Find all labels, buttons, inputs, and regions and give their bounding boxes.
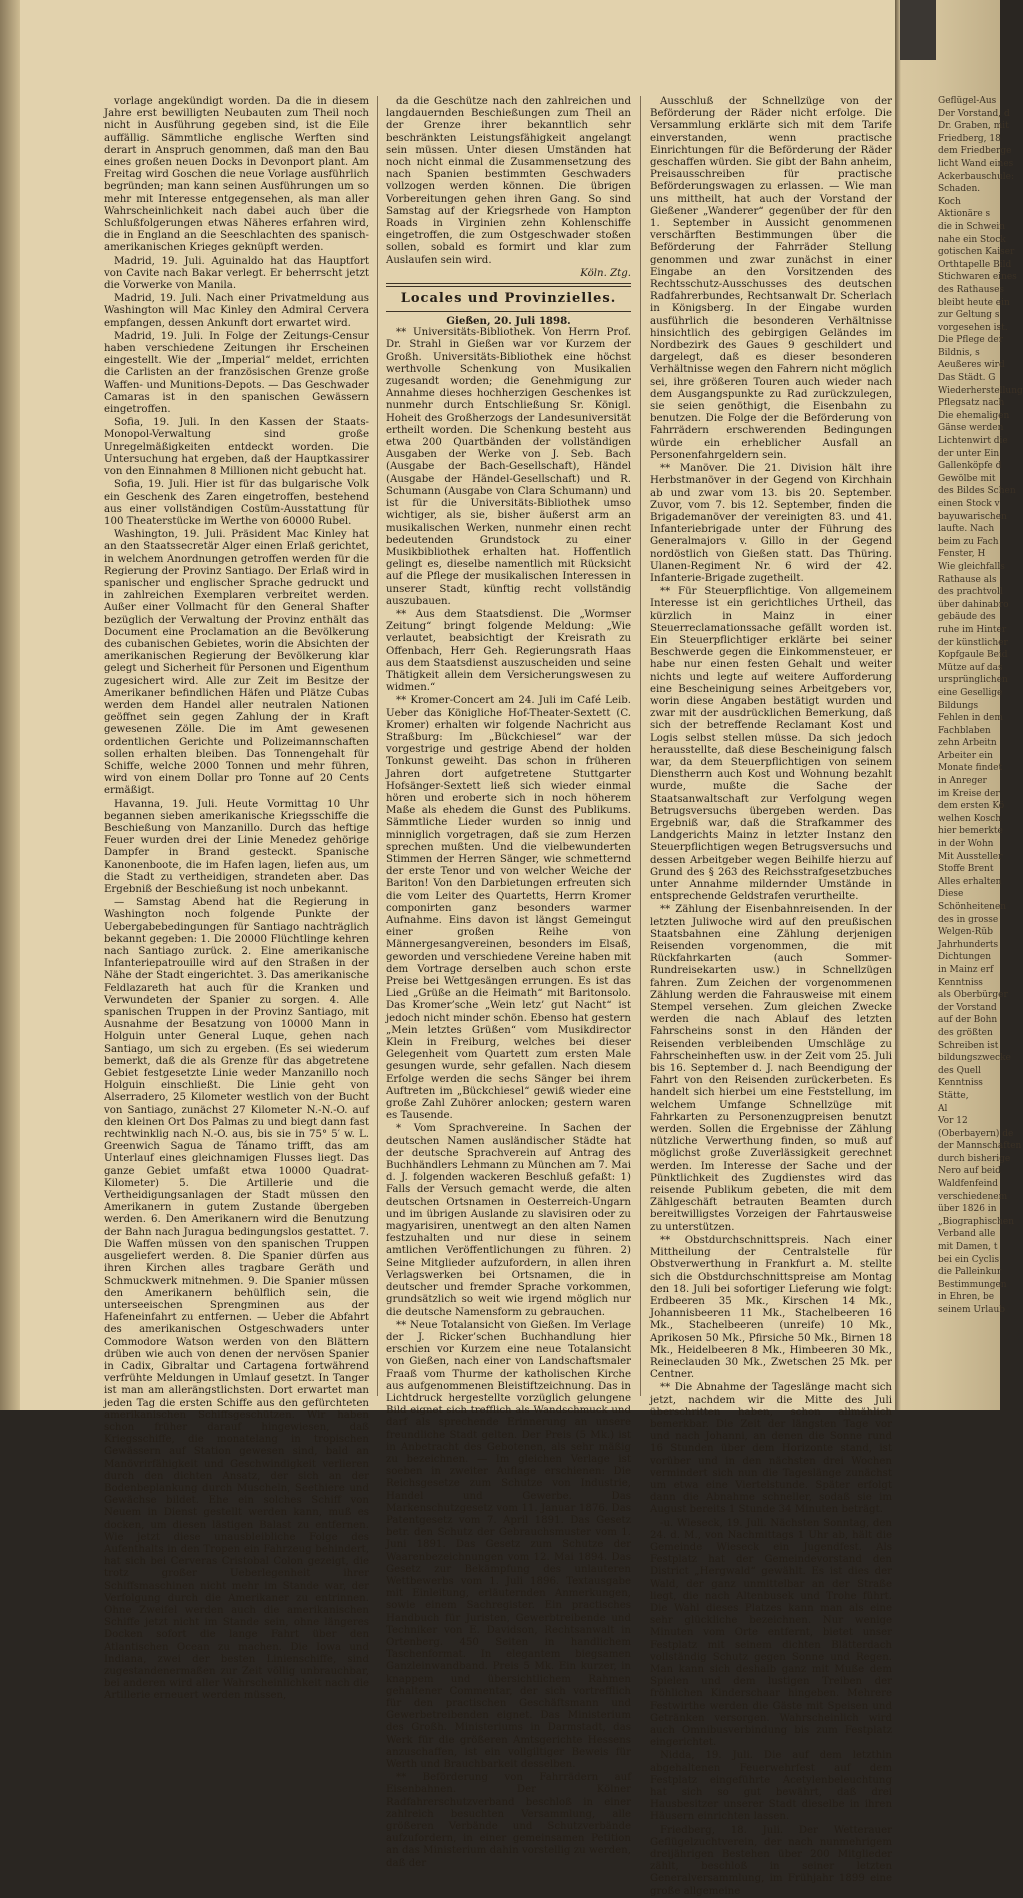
adjacent-page-line: auf der Bohn [938,1015,998,1026]
adjacent-page-line: Das Städt. G [938,373,996,384]
adjacent-page-line: Pflegsatz nach [938,398,1005,409]
adjacent-page-line: des Quell [938,1065,981,1076]
adjacent-page-line: „Biographischen [938,1216,1015,1227]
adjacent-page-line: Al [938,1103,948,1114]
article-paragraph: — Samstag Abend hat die Regierung in Washington noch folgende Punkte der Uebergabebedingungen für Santiago nachträglich bekannt gegeben: 1. Die 20000 Flüchtlinge kehren nach Santiago zurück. 2. Eine amerikanische Infanteriepatrouille wird auf den Straßen in der Nähe der Stadt eingerichtet. 3. Das amerikanische Feldlazareth hat auch für die Kranken und Verwundeten der Spanier zu sorgen. 4. Alle spanischen Truppen in der Provinz Santiago, mit Ausnahme der Besatzung von 10000 Mann in Holguin unter General Luque, gehen nach Santiago, um sich zu ergeben. (Es sei wiederum bemerkt, daß die als Grenze für das abgetretene Gebiet festgesetzte Linie weder Manzanillo noch Holguin einschließt. Die Linie geht von Alserradero, 25 Kilometer westlich von der Bucht von Santiago, zunächst 27 Kilometer N.-N.-O. auf den kleinen Ort Dos Palmas zu und biegt dann fast rechtwinklig nach N.-O. aus, bis sie in 75° 5′ w. L. Greenwich Sagua de Tánamo trifft, das am Unterlauf eines gleichnamigen Flusses liegt. Das ganze Gebiet umfaßt etwa 10000 Quadrat-Kilometer) 5. Die Artillerie und die Vertheidigungsanlagen der Stadt müssen den Amerikanern in gutem Zustande übergeben werden. 6. Den Amerikanern wird die Benutzung der Bahn nach Juragua bedingungslos gestattet. 7. Die Waffen müssen von den spanischen Truppen ausgeliefert werden. 8. Die Spanier dürfen aus ihren Kirchen alles tragbare Geräth und Schmuckwerk mitnehmen. 9. Die Spanier müssen den Amerikanern behülflich sein, die unterseeischen Sprengminen aus der Hafeneinfahrt zu entfernen. — Ueber die Abfahrt des amerikanischen Ostgeschwaders unter Commodore Watson werden von den Blättern drüben wie auch von denen der nervösen Spanier in Cadix, Gibraltar und Cartagena fortwährend verfrühte Meldungen in Umlauf gesetzt. In Tanger ist man am allerängstlichsten. Dort erwartet man jeden Tag die ersten Schiffe aus den gefürchteten amerikanischen Schiffsgeschützen. Wir haben schon früher darauf hingewiesen, daß Kriegsschiffe, die monatelang in tropischen Gewässern auf Station gewesen sind, bald an Manövrirfähigkeit und Geschwindigkeit verlieren durch den dichten Ansatz, der sich an der Bodenbeplankung durch Muscheln, Seethiere und Gewächse bildet. Ehe ein solches Schiff von Neuem in Dienst gestellt werden kann, muß es docken, um diesen lästigen Balast zu entfernen. Wie jetzt diese unausbleibliche Folge des Aufenthalts in den Tropen ein Fahrzeug behindert, hat sich bei Cerveras Cristobal Colon gezeigt, die trotz großer Ueberlegenheit ihrer Schiffsmaschinen nicht mehr im Stande war, der Verfolgung durch die Amerikaner zu entrinnen. Ohne Zweifel werden auch die amerikanischen Schiffe jetzt nicht im Stande sein, ohne längeres Docken sofort die lange Fahrt über den Atlantischen Ocean zu machen. Die Iowa und Indiana, zwei der besten Linienschiffe, sind zugestandenermaßen zur Zeit völlig unbrauchbar, bei anderen wird aller Wahrscheinlichkeit nach die Artillerie erneuert werden müssen, [104,897,369,1702]
adjacent-page-line: Monate findet [938,763,1003,774]
article-paragraph: ** Die Abnahme der Tageslänge macht sich jetzt, nachdem wir die Mitte des Juli überschritten haben, schon allmählich bemerkbar. Die Zeit der längsten Tage vor und nach Johanni, an denen die Sonne rund 16 Stunden über dem Horizonte stand, ist vorüber und in den nächsten drei Wochen vermindert sich nun die Tageslänge zunächst um etwa eine Viertelstunde. Später erfolgt dann die Abnahme schneller, sodaß sie im August bereits 1 Stunde 34 Minuten beträgt. [650,1382,892,1516]
adjacent-page-line: ruhe im Hinter [938,624,1007,635]
adjacent-page-line: die in Schwein [938,221,1006,232]
adjacent-page-line: welhen Kosch [938,813,1002,824]
adjacent-page-line: Bildnis, s [938,347,980,358]
article-paragraph: ** Universitäts-Bibliothek. Von Herrn Prof. Dr. Strahl in Gießen war vor Kurzem der Großh. Universitäts-Bibliothek eine höchst werthvolle Schenkung von Musikalien zugesandt worden; die Genehmigung zur Annahme dieses hochherzigen Geschenkes ist nunmehr durch Entschließung Sr. Königl. Hoheit des Großherzogs der Landesuniversität ertheilt worden. Die Schenkung besteht aus etwa 200 Quartbänden der vollständigen Ausgaben der Werke von J. Seb. Bach (Ausgabe der Bach-Gesellschaft), Händel (Ausgabe der Händel-Gesellschaft) und R. Schumann (Ausgabe von Clara Schumann) und ist für die Universitäts-Bibliothek umso wichtiger, als sie, bisher äußerst arm an musikalischen Werken, nunmehr einen recht bedeutenden Grundstock zu einer Musikbibliothek erhalten hat. Hoffentlich gelingt es, dieselbe namentlich mit Rücksicht auf die Pflege der musikalischen Interessen in unserer Stadt, künftig recht vollständig auszubauen. [386,327,631,607]
adjacent-page-line: Jahrhunderts [938,939,999,950]
adjacent-page-line: vorgesehen ist. [938,322,1008,333]
article-paragraph: Madrid, 19. Juli. Nach einer Privatmeldung aus Washington will Mac Kinley den Admiral Cervera empfangen, dessen Ankunft dort erwartet wird. [104,293,369,329]
adjacent-page-line: über 1826 in [938,1204,997,1215]
section-rule-top [386,283,631,287]
adjacent-page-line: in Mainz erf [938,964,994,975]
article-paragraph: ** Neue Totalansicht von Gießen. Im Verlage der J. Ricker’schen Buchhandlung hier erschien vor Kurzem eine neue Totalansicht von Gießen, nach einer von Landschaftsmaler Fraaß vom Thurme der katholischen Kirche aus aufgenommenen Bleistiftzeichnung. Das in Lichtdruck hergestellte vorzüglich gelungene Bild eignet sich trefflich als Wandschmuck und darf als sprechende Erinnerung an unsere freundliche Stadt gelten. Der Preis (5 Mk.) ist in Anbetracht des Gebotenen, als sehr mäßig zu bezeichnen. — Im gleichen Verlage ist soeben in zweiter Auflage erschienen: Die Reichsgesetze zum Schutze von Industrie, Handel und Gewerbe. Das Markenschutzgesetz vom 11. Januar 1876. Das Patentgesetz vom 7. April 1891. Das Gesetz betr. den Schutz der Gebrauchsmuster vom 1. Juni 1891. Das Gesetz zum Schutze der Waarenbezeichnungen vom 12. Mai 1894. Das Gesetz zur Bekämpfung des unlauteren Wettbewerbs vom 1. Juli 1896. Textausgabe mit Einleitung, erläuternden Anmerkungen, sowie einem Sachregister. Ein practisches Handbuch für Juristen, Gewerbtreibende und Techniker von E. Davidson, Rechtsanwalt in Ortenberg. 450 Seiten in handlichem Taschenformat. In elegantem biegsamen Ganzleinwandband. Preis 5 Mk. Ein kurzer, in knappem und übersichtlichem Rahmen gehaltener Commentar, der sich vortrefflich für den practischen Geschäftsmann und Gewerbetreibenden eignet. Das Ministerium des Großh. Ministeriums in Darmstadt, das Werk für die größeren Amtsgerichte Hessens anzuschaffen, ist ein vollgiltiger Beweis für Werth und Brauchbarkeit desselben. [386,1319,631,1771]
article-paragraph: Nidda, 19. Juli. Die auf dem letzthin abgehaltenen Feuerwehrfest auf dem Festplatz eingeführte Acetylenbeleuchtung hat sich so gut bewährt, daß drei Hausbesitzer unserer Stadt dieselbe in ihren Häusern einrichten lassen. [650,1750,892,1823]
adjacent-page-line: Kopfgaule Beid [938,650,1008,661]
adjacent-page-line: Geflügel-Aus [938,96,997,106]
adjacent-page-line: Der Vorstand, d [938,108,1010,119]
scan-shadow [900,0,936,60]
adjacent-page-line: die Palleinkur [938,1267,1002,1278]
adjacent-page-line: durch bisherige [938,1153,1011,1164]
adjacent-page-line: des in grosse [938,914,999,925]
adjacent-page-line: Aeußeres wird [938,360,1005,371]
adjacent-page-line: mit Damen, t [938,1242,998,1253]
adjacent-page-line: Die Pflege der [938,335,1004,346]
adjacent-page-line: zur Geltung s [938,310,1000,321]
adjacent-page-line: laufte. Nach [938,524,995,535]
adjacent-page-line: einen Stock v [938,499,1000,509]
adjacent-page-line: gotischen Kaiser [938,247,1015,258]
article-paragraph: Ausschluß der Schnellzüge von der Beförderung der Räder nicht erfolge. Die Versammlung erklärte sich mit dem Tarife einverstanden, wenn practische Einrichtungen für die Beförderung der Räder geschaffen würden. Sie gibt der Bahn anheim, Preisausschreiben für practische Beförderungswagen zu erlassen. — Wie man uns mittheilt, hat auch der Vorstand der Gießener „Wanderer“ gegenüber der für den 1. September in Aussicht genommenen verschärften Bestimmungen über die Beförderung der Fahrräder Stellung genommen und zwar zunächst in einer Eingabe an den Vorsitzenden des Rechtsschutz-Ausschusses des deutschen Radfahrerbundes, Rechtsanwalt Dr. Scherlach in Königsberg. In der Eingabe wurden ausführlich die besonderen Verhältnisse hinsichtlich des gebirgigen Geländes im Nordbezirk des Gaues 9 geschildert und dargelegt, daß es dieser besonderen Verhältnisse wegen den Fahrern nicht möglich sei, ihre größeren Touren auch wieder nach dem Ausgangspunkte zu Rad zurückzulegen, sie seien genöthigt, die Eisenbahn zu benutzen. Die Folge der die Beförderung von Fahrrädern erschwerenden Bedingungen würde ein erheblicher Ausfall an Personenfahrgeldern sein. [650,96,892,461]
adjacent-page-line: der Vorstand [938,1002,997,1013]
adjacent-page-line: Fehlen in dem [938,713,1003,724]
adjacent-page-line: Verband alle [938,1229,996,1240]
adjacent-page-line: Fachblaben [938,725,991,736]
adjacent-page-line: des prachtvoll [938,587,1003,598]
adjacent-page-line: Arbeiter ein [938,750,993,761]
article-paragraph: Sofia, 19. Juli. In den Kassen der Staats-Monopol-Verwaltung sind große Unregelmäßigkeiten entdeckt worden. Die Untersuchung hat ergeben, daß der Hauptkassirer von den Einnahmen 8 Millionen nicht gebucht hat. [104,417,369,478]
article-paragraph: Madrid, 19. Juli. Aguinaldo hat das Hauptfort von Cavite nach Bakar verlegt. Er beherrscht jetzt die Vorwerke von Manila. [104,255,369,292]
adjacent-page-line: Diese [938,889,964,900]
adjacent-page-line: in Ehren, be [938,1292,995,1303]
adjacent-page-line: Die ehemaligen [938,410,1010,421]
section-heading: Locales und Provinzielles. [400,291,617,307]
adjacent-page-line: Bildungs [938,700,979,711]
adjacent-page-line: Kenntniss [938,977,983,988]
article-paragraph: -u. Wieseck, 19. Juli. Nächsten Sonntag, den 24. d. M., von Nachmittags 1 Uhr ab, hält die Gemeinde Wieseck ein Jugendfest. Als Festplatz hat der Gemeindevorstand den District „Hergwald“ gewählt. Es ist dies der Wald, der ganz unmittelbar an der Straße liegt, die nach Altenbusek und Trohe führt. Die Wahl dieses Platzes kann man als eine sehr glückliche bezeichnen. Nur wenige Minuten vom Orte entfernt, bietet unser Festplatz mit seinem dichten Blätterdach vollständig Schutz gegen Sonne und Regen. Man kann sich deshalb ganz mit Muße dem Spielen und dem lustigen Treiben der fröhlichen Kinderschaar hingeben. Mehrere Festwirthe werden die Gäste mit Speisen und Getränken versorgen. Wahrscheinlich wird auch Omnibusverbindung bis zum Festplatz eingerichtet. [650,1517,892,1749]
article-paragraph: Friedberg, 18. Juli. Der Wetterauer Geflügelzuchtverein, der nach nunmehrigem dreijährigen Bestehen über 200 Mitglieder zählt, beschloß in seiner letzten Generalversammlung, im Frühjahr 1899 eine große allgemeine [650,1824,892,1897]
column-divider-2 [640,96,641,1396]
adjacent-page-line: Stichwaren eines [938,272,1017,283]
adjacent-page-line: Wiederherstellung [938,385,1023,396]
adjacent-page-line: in Anreger [938,776,987,787]
adjacent-page-line: seinem Urlaub [938,1305,1006,1315]
adjacent-page-line: Fenster, H [938,549,986,560]
adjacent-page-line: Waldfenfeind [938,1179,999,1190]
adjacent-page-line: Lichtenwirt die [938,436,1008,447]
adjacent-page-line: in der Wohn [938,839,994,850]
adjacent-page-line: des größten [938,1027,993,1038]
article-paragraph: * Vom Sprachvereine. In Sachen der deutschen Namen ausländischer Städte hat der deutsche Sprachverein auf Antrag des Buchhändlers Lehmann zu München am 7. Mai d. J. folgenden wackeren Beschluß gefaßt: 1) Falls der Versuch gemacht werde, die alten deutschen Ortsnamen in Oesterreich-Ungarn und im übrigen Auslande zu slavisiren oder zu magyarisiren, unentwegt an den alten Namen festzuhalten und nur diese in seinem amtlichen Veröffentlichungen zu führen. 2) Seine Mitglieder aufzufordern, in allen ihren Verlagswerken bei Ortsnamen, die in deutscher und fremder Sprache vorkommen, grundsätzlich so weit wie irgend möglich nur die deutsche Namensform zu gebrauchen. [386,1123,631,1318]
adjacent-page-line: Mit Aussteller [938,851,1003,862]
column-2-intro: da die Geschütze nach den zahlreichen und langdauernden Beschießungen zum Theil an der Grenze ihrer bekanntlich sehr beschränkten Leistungsfähigkeit angelangt sein müssen. Unter diesen Umständen hat noch nicht einmal die Zusammensetzung des nach Spanien bestimmten Geschwaders vollzogen werden können. Die übrigen Vorbereitungen gehen ihren Gang. So sind Samstag auf der Kriegsrhede von Hampton Roads in Virginien zehn Kohlenschiffe eingetroffen, die zum Ostgeschwader stoßen sollen, sobald es formirt und klar zum Auslaufen sein wird. [386,96,631,266]
adjacent-page-line: Nero auf beid [938,1166,1001,1177]
adjacent-page-line: dem Friedberge [938,146,1012,157]
adjacent-page-line: im Kreise der [938,788,1000,799]
adjacent-page-line: Schönheitenen [938,902,1007,912]
adjacent-page-line: licht Wand eines [938,158,1014,169]
adjacent-page-line: Stätte, [938,1090,969,1101]
adjacent-page-line: Welgen-Rüb [938,927,993,938]
article-paragraph: Sofia, 19. Juli. Hier ist für das bulgarische Volk ein Geschenk des Zaren eingetroffen, bestehend aus einer vollständigen Costüm-Ausstattung für 100 Theaterstücke im Werthe von 60000 Rubel. [104,479,369,527]
adjacent-page-line: eine Gesellige [938,687,1003,698]
adjacent-page-line: gebäude des [938,612,996,623]
adjacent-page-line: Koch [938,196,961,207]
article-paragraph: vorlage angekündigt worden. Da die in diesem Jahre erst bewilligten Neubauten zum Theil noch nicht in Ausführung gegeben sind, ist die Eile auffällig. Sämmtliche englische Werften sind derart in Anspruch genommen, daß man den Bau eines großen neuen Docks in Devonport plant. Am Freitag wird Goschen die neue Vorlage ausführlich begründen; man kann seinen Ausführungen um so mehr mit Interesse entgegensehen, als man aller Wahrscheinlichkeit nach dabei auch über die Schlußfolgerungen etwas Näheres erfahren wird, die in England an die Seeschlachten des spanisch-amerikanischen Krieges geknüpft werden. [104,96,369,254]
adjacent-page-line: des Rathauses [938,284,1005,295]
adjacent-page-line: der unter Ein [938,448,1000,459]
article-paragraph: Madrid, 19. Juli. In Folge der Zeitungs-Censur haben verschiedene Zeitungen ihr Erscheinen eingestellt. Wie der „Imperial“ meldet, errichten die Carlisten an der französischen Grenze große Waffen- und Munitions-Depots. — Das Geschwader Camaras ist in den spanischen Gewässern eingetroffen. [104,330,369,416]
adjacent-page-line: des Bildes Schen [938,486,1016,497]
adjacent-page-line: Friedberg, 18 [938,133,1001,144]
adjacent-page-line: Wie gleichfalls [938,561,1005,572]
column-4-adjacent-page [938,96,1023,1408]
adjacent-page-line: Dichtungen [938,952,992,963]
adjacent-page-line: Orthtapelle Bild [938,259,1012,270]
adjacent-page-line: dem ersten Kö [938,801,1005,812]
adjacent-page-line: Gewölbe mit [938,473,996,484]
adjacent-page-line: Stoffe Brent [938,864,994,875]
adjacent-page-line: zehn Arbeitn [938,738,997,749]
column-2-articles [386,327,631,1870]
adjacent-page-line: ursprünglichen [938,675,1008,686]
article-paragraph: ** Beförderung von Fahrrädern auf Eisenbahnen. Der Kölner Radfahrerschutzverband beschloß in einer zahlreich besuchten Versammlung, alle größeren Verbände und Schutzverbände aufzufordern, in einer gemeinsamen Petition an das Ministerium dahin vorstellig zu werden, daß der [386,1772,631,1869]
adjacent-page-line: beim zu Fach [938,536,999,547]
article-paragraph: ** Manöver. Die 21. Division hält ihre Herbstmanöver in der Gegend von Kirchhain ab und zwar vom 13. bis 20. September. Zuvor, vom 7. bis 12. September, finden die Brigademanöver der vereinigten 83. und 41. Infanteriebrigade unter der Führung des Generalmajors v. Gillo in der Gegend nordöstlich von Gießen statt. Das Thüring. Ulanen-Regiment Nr. 6 wird der 42. Infanterie-Brigade zugetheilt. [650,463,892,584]
adjacent-page-line: Alles erhalten [938,876,1002,887]
adjacent-page-line: bildungszwecke [938,1053,1011,1064]
adjacent-page-line: der künstlicher [938,637,1008,648]
adjacent-page-line: nahe ein Stock [938,234,1006,245]
adjacent-page-line: Bestimmungen [938,1279,1007,1290]
adjacent-page-line: (Oberbayern) de [938,1128,1014,1139]
adjacent-page-line: Gänse werden [938,423,1004,434]
adjacent-page-line: Vor 12 [938,1116,968,1127]
adjacent-page-line: bleibt heute ein [938,297,1010,308]
adjacent-page-line: als Oberbürger [938,990,1008,1001]
adjacent-page-line: Ackerbauschule: [938,171,1015,182]
adjacent-page-line: Mütze auf das [938,662,1003,673]
article-paragraph: ** Obstdurchschnittspreis. Nach einer Mittheilung der Centralstelle für Obstverwerthung in Frankfurt a. M. stellte sich die Obstdurchschnittspreise am Montag den 18. Juli bei sofortiger Lieferung wie folgt: Erdbeeren 35 Mk., Kirschen 14 Mk., Johannisbeeren 11 Mk., Stachelbeeren 16 Mk., Stachelbeeren (unreife) 10 Mk., Aprikosen 50 Mk., Pfirsiche 50 Mk., Birnen 18 Mk., Heidelbeeren 8 Mk., Himbeeren 30 Mk., Reineclauden 30 Mk., Zwetschen 25 Mk. per Centner. [650,1234,892,1381]
article-paragraph: ** Aus dem Staatsdienst. Die „Wormser Zeitung“ bringt folgende Meldung: „Wie verlautet, beabsichtigt der Kreisrath zu Offenbach, Herr Geh. Regierungsrath Haas aus dem Staatsdienst auszuscheiden und seine Thätigkeit allein dem Versicherungswesen zu widmen.“ [386,608,631,694]
article-paragraph: ** Für Steuerpflichtige. Von allgemeinem Interesse ist ein gerichtliches Urtheil, das kürzlich in Mainz in einer Steuerreclamationssache gefällt worden ist. Ein Steuerpflichtiger erklärte bei seiner Beschwerde gegen die Einkommensteuer, er habe nur einen festen Gehalt und weiter nichts und legte auf weitere Aufforderung eine Bescheinigung seines Arbeitgebers vor, worin diese Angaben bestätigt wurden und zwar mit der ausdrücklichen Bemerkung, daß sich der betreffende Reclamant Kost und Logis selbst stellen müsse. Da sich jedoch herausstellte, daß diese Bescheinigung falsch war, da dem Steuerpflichtigen von seinem Dienstherrn auch Kost und Wohnung bezahlt wurde, mußte die Sache der Staatsanwaltschaft zur Verfolgung wegen Betrugsversuchs übergeben werden. Das Ergebniß war, daß die Strafkammer des Landgerichts Mainz in letzter Instanz den Steuerpflichtigen wegen Betrugsversuchs und dessen Arbeitgeber wegen Beihilfe hierzu auf Grund des § 263 des Reichsstrafgesetzbuches unter Annahme mildernder Umstände in entsprechende Geldstrafen verurtheilte. [650,586,892,903]
column-1 [104,96,369,1702]
adjacent-page-line: bei ein Cyclis [938,1254,1000,1265]
column-2 [386,96,631,1869]
adjacent-page-line: Schreiben ist [938,1040,999,1051]
section-rule-bottom [386,311,631,312]
dateline: Gießen, 20. Juli 1898. [446,315,571,328]
column-3 [650,96,892,1897]
adjacent-page-line: Dr. Graben, mit [938,121,1009,132]
intro-source: Köln. Ztg. [580,267,631,279]
article-paragraph: ** Zählung der Eisenbahnreisenden. In der letzten Juliwoche wird auf den preußischen Staatsbahnen eine Zählung derjenigen Reisenden vorgenommen, die mit Rückfahrkarten (auch Sommer-Rundreisekarten usw.) in Schnellzügen fahren. Zum Zeichen der vorgenommenen Zählung werden die Fahrausweise mit einem Stempel versehen. Zum gleichen Zwecke werden die nach Ablauf des letzten Fahrscheins sonst in den Händen der Reisenden verbleibenden Umschläge zu Fahrscheinheften usw. in der Zeit vom 25. Juli bis 16. September d. J. nach Beendigung der Fahrt von den Reisenden zurückerbeten. Es handelt sich hierbei um eine Feststellung, im welchem Umfange Schnellzüge mit Fahrkarten zu Personenzugpreisen benutzt werden. Sollen die Ergebnisse der Zählung nützliche Verwerthung finden, so muß auf möglichst große Zuverlässigkeit gerechnet werden. Im Interesse der Sache und der Pünktlichkeit des Zugdienstes wird das reisende Publikum gebeten, die mit dem Zählgeschäft betrauten Beamten durch bereitwilligstes Vorzeigen der Fahrtausweise zu unterstützen. [650,904,892,1233]
article-paragraph: Havanna, 19. Juli. Heute Vormittag 10 Uhr begannen sieben amerikanische Kriegsschiffe die Beschießung von Manzanillo. Durch das heftige Feuer wurden drei der Linie Menedez gehörige Dampfer in Brand gesteckt. Spanische Kanonenboote, die im Hafen lagen, liefen aus, um die Stadt zu vertheidigen, strandeten aber. Das Ergebniß der Beschießung ist noch unbekannt. [104,798,369,895]
adjacent-page-line: über dahinabro [938,599,1009,610]
adjacent-page-line: Gallenköpfe d [938,461,1002,472]
adjacent-page-line: Aktionäre s [938,209,991,220]
adjacent-page-line: hier bemerkte [938,826,1003,837]
adjacent-page-line: verschiedenem [938,1191,1008,1202]
column-divider-1 [377,96,378,1396]
article-paragraph: Washington, 19. Juli. Präsident Mac Kinley hat an den Staatssecretär Alger einen Erlaß gerichtet, in welchem Anordnungen getroffen werden für die Regierung der Provinz Santiago. Der Erlaß wird in spanischer und englischer Sprache gedruckt und in zahlreichen Exemplaren verbreitet werden. Außer einer Vollmacht für den General Shafter bezüglich der Verwaltung der Provinz enthält das Document eine Proclamation an die Bevölkerung des cubanischen Gebietes, worin die Absichten der amerikanischen Regierung der Bevölkerung klar gelegt und Sicherheit für Personen und Eigenthum zugesichert wird. Alle zur Zeit im Besitze der Amerikaner befindlichen Häfen und Plätze Cubas werden dem Handel aller neutralen Nationen geöffnet sein gegen Zahlung der in Kraft gewesenen Zölle. Die im Amt gewesenen ordentlichen Gerichte und Polizeimannschaften sollen erhalten bleiben. Das Tonnengehalt für Schiffe, welche 2000 Tonnen und mehr führen, wird von einem Dollar pro Tonne auf 20 Cents ermäßigt. [104,529,369,797]
adjacent-page-line: bayuwarischen [938,511,1007,522]
adjacent-page-line: der Mannschaften [938,1141,1022,1152]
article-paragraph: ** Kromer-Concert am 24. Juli im Café Leib. Ueber das Königliche Hof-Theater-Sextett (C. Kromer) erhalten wir folgende Nachricht aus Straßburg: Im „Bückchiesel“ war der vorgestrige und gestrige Abend der holden Tonkunst geweiht. Das schon in früheren Jahren dort aufgetretene Stuttgarter Hofsänger-Sextett ließ sich wieder einmal hören und eroberte sich in noch höherem Maße als ehedem die Gunst des Publikums. Sämmtliche Lieder wurden so innig und minniglich vorgetragen, daß sie zum Herzen sprechen mußten. Und die vielbewunderten Stimmen der Herren Sänger, wie schmetternd der erste Tenor und von welcher Weiche der Bariton! Von den Darbietungen erfreuten sich die vom Leiter des Quartetts, Herrn Kromer componirten ganz besonders warmer Aufnahme. Eins davon ist längst Gemeingut einer großen Reihe von Männergesangvereinen, besonders im Elsaß, geworden und verschiedene Vereine haben mit dem Vortrage derselben auch schon erste Preise bei Wettgesängen errungen. Es ist das Lied „Grüße an die Heimath“ mit Baritonsolo. Das Kromer’sche „Wein letz’ gut Nacht“ ist jedoch nicht minder schön. Ebenso hat gestern „Mein letztes Grüßen“ vom Musikdirector Klein in Freiburg, welches bei dieser Gelegenheit vom Quartett zum ersten Male gesungen wurde, sehr gefallen. Nach diesem Erfolge werden die sechs Sänger bei ihrem Auftreten im „Bückchiesel“ gewiß wieder eine große Zahl Zuhörer anlocken; gestern waren es Tausende. [386,695,631,1122]
book-binding [0,0,20,1410]
adjacent-page-line: Kenntniss [938,1078,983,1089]
adjacent-page-line: Schaden. [938,184,981,195]
adjacent-page-line: Rathause als [938,574,997,585]
